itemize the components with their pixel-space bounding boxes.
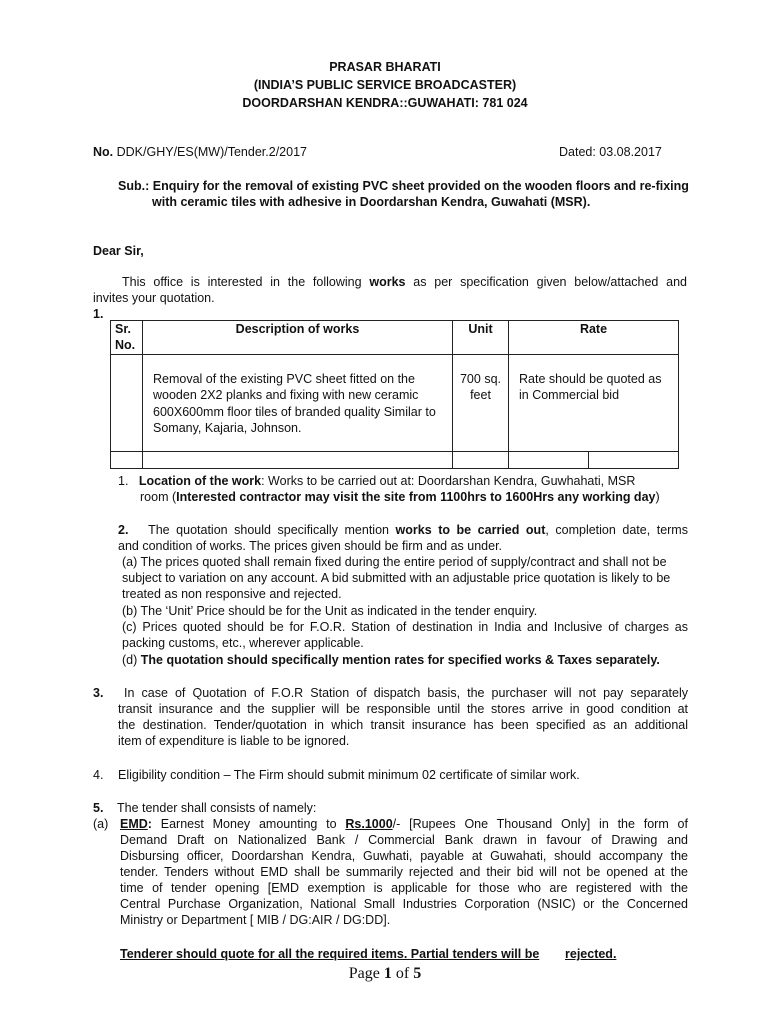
location-text: : Works to be carried out at: Doordarshan Kendra, Guwhahati, MSR (261, 474, 636, 488)
emd-colon: : (147, 817, 152, 831)
quotation-text-1: The quotation should specifically mention (148, 523, 389, 537)
cell-description: Removal of the existing PVC sheet fitted on the wooden 2X2 planks and fixing with new ceramic 600X600mm floor tiles of branded quality Similar to Somany, Kajaria, Johnson. (143, 355, 453, 452)
header-sr-no: Sr. No. (111, 321, 143, 355)
condition-c-line-2: packing customs, etc., wherever applicable. (122, 636, 364, 650)
emd-line-6: Central Purchase Organization, National Small Industries Corporation (NSIC) or the Concerned (120, 897, 688, 911)
intro-line-1 (122, 274, 687, 290)
condition-c-line-1: (c) Prices quoted should be for F.O.R. Station of destination in India and Inclusive of charges as (122, 620, 688, 634)
item-4-number: 4. (93, 768, 104, 782)
condition-d-text: The quotation should specifically mention rates for specified works & Taxes separately. (140, 653, 660, 667)
empty-cell (111, 452, 143, 469)
emd-amount: Rs.1000 (345, 817, 393, 831)
partial-tender-rejected: rejected. (565, 947, 617, 961)
cell-rate: Rate should be quoted as in Commercial bid (509, 355, 679, 452)
emd-line-3: Disbursing officer, Doordarshan Kendra, Guwhati, payable at Guwahati, should accompany the (120, 849, 688, 863)
section-number-1: 1. (93, 307, 104, 321)
location-visit-note: Interested contractor may visit the site from 1100hrs to 1600Hrs any working day (176, 490, 656, 504)
empty-cell (143, 452, 453, 469)
org-name: PRASAR BHARATI (329, 60, 441, 74)
subject-label: Sub.: (118, 179, 150, 193)
emd-line-7: Ministry or Department [ MIB / DG:AIR / DG:DD]. (120, 913, 391, 927)
condition-a-line-1: (a) The prices quoted shall remain fixed during the entire period of supply/contract and shall not be (122, 555, 667, 569)
emd-line-2: Demand Draft on Nationalized Bank / Commercial Bank drawn in favour of Drawing and (120, 833, 688, 847)
item-5-text: The tender shall consists of namely: (117, 801, 317, 815)
reference-label: No. (93, 145, 114, 159)
header-description: Description of works (143, 321, 453, 355)
page-word: Page (348, 965, 380, 982)
item-3-line-3: the destination. Tender/quotation in which transit insurance has been specified as an additional (118, 718, 688, 732)
reference-value: DDK/GHY/ES(MW)/Tender.2/2017 (116, 145, 307, 159)
location-paren: ) (655, 490, 660, 504)
org-address: DOORDARSHAN KENDRA::GUWAHATI: 781 024 (242, 96, 528, 110)
quotation-bold: works to be carried out (395, 523, 546, 537)
page-current: 1 (383, 965, 392, 982)
item-3-line-1: In case of Quotation of F.O.R Station of dispatch basis, the purchaser will not pay separately (124, 686, 688, 700)
location-item (118, 473, 635, 489)
reference-date: Dated: 03.08.2017 (559, 145, 662, 159)
empty-cell (589, 452, 679, 469)
cell-unit: 700 sq. feet (453, 355, 509, 452)
page-total: 5 (413, 965, 422, 982)
emd-line-1 (120, 816, 688, 832)
cell-sr-no (111, 355, 143, 452)
emd-line-5: time of tender opening [EMD exemption is applicable for those who are registered with the (120, 881, 688, 895)
subject-line-2: with ceramic tiles with adhesive in Doordarshan Kendra, Guwahati (MSR). (152, 195, 591, 209)
item-3-line-2: transit insurance and the supplier will be responsible until the stores arrive in good condition at (118, 702, 688, 716)
page-number (0, 966, 770, 982)
table-row (111, 355, 679, 452)
emd-label: EMD (120, 817, 148, 831)
partial-tender-note: Tenderer should quote for all the required items. Partial tenders will be (120, 947, 540, 961)
location-line-2 (140, 489, 660, 505)
subject-line-1: Enquiry for the removal of existing PVC sheet provided on the wooden floors and re-fixing (152, 179, 689, 193)
page-of: of (395, 965, 410, 982)
intro-text-1: This office is interested in the following (122, 275, 362, 289)
emd-text-1: Earnest Money amounting to (160, 817, 337, 831)
item-5-number: 5. (93, 801, 104, 815)
condition-a-line-2: subject to variation on any account. A bid submitted with an adjustable price quotation is likely to be (122, 571, 671, 585)
emd-line-4: tender. Tenders without EMD shall be summarily rejected and their bid will not be opened at the (120, 865, 688, 879)
subject (118, 178, 718, 194)
location-number: 1. (118, 474, 129, 488)
org-subtitle: (INDIA’S PUBLIC SERVICE BROADCASTER) (253, 78, 517, 92)
empty-cell (509, 452, 589, 469)
header-unit: Unit (453, 321, 509, 355)
emd-text-2: /- [Rupees One Thousand Only] in the form of (392, 817, 688, 831)
item-4-text: Eligibility condition – The Firm should submit minimum 02 certificate of similar work. (118, 768, 580, 782)
condition-d (122, 652, 660, 668)
table-header-row (111, 321, 679, 355)
intro-text-2: as per specification given below/attached and (413, 275, 687, 289)
item-3-line-4: item of expenditure is liable to be ignored. (118, 734, 350, 748)
table-empty-row (111, 452, 679, 469)
condition-a-line-3: treated as non responsive and rejected. (122, 587, 342, 601)
quotation-line-2: and condition of works. The prices given should be firm and as under. (118, 539, 503, 553)
emd-label-a: (a) (93, 817, 109, 831)
header-rate: Rate (509, 321, 679, 355)
intro-line-2: invites your quotation. (93, 291, 215, 305)
condition-b: (b) The ‘Unit’ Price should be for the Unit as indicated in the tender enquiry. (122, 604, 538, 618)
quotation-text-2: , completion date, terms (545, 523, 688, 537)
salutation: Dear Sir, (93, 244, 144, 258)
location-room: room ( (140, 490, 177, 504)
quotation-line-1 (118, 522, 688, 538)
works-table (110, 320, 679, 469)
location-label: Location of the work (138, 474, 262, 488)
empty-cell (453, 452, 509, 469)
condition-d-label: (d) (122, 653, 138, 667)
intro-bold: works (369, 275, 406, 289)
quotation-number: 2. (118, 523, 129, 537)
reference-number (93, 144, 307, 160)
item-3-number: 3. (93, 686, 104, 700)
